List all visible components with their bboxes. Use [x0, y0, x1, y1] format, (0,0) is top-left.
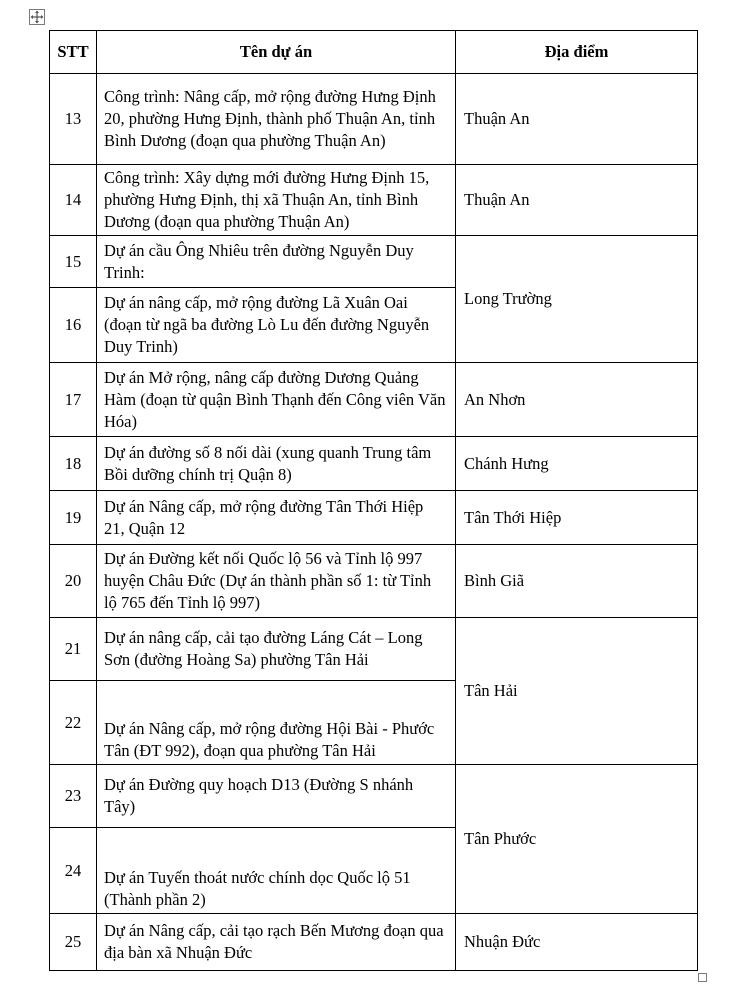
table-move-handle-icon[interactable]	[29, 9, 45, 25]
table-row	[50, 74, 698, 165]
row-stt: 14	[50, 165, 97, 236]
row-location: Thuận An	[456, 165, 698, 236]
row-stt: 25	[50, 914, 97, 971]
row-project-name: Dự án đường số 8 nối dài (xung quanh Trung tâm Bồi dưỡng chính trị Quận 8)	[97, 437, 456, 491]
row-location: Tân Thới Hiệp	[456, 491, 698, 545]
row-project-name: Dự án Đường quy hoạch D13 (Đường S nhánh Tây)	[97, 765, 456, 828]
table-row	[50, 437, 698, 491]
row-stt: 15	[50, 236, 97, 288]
row-location: Tân Phước	[456, 765, 698, 914]
row-stt: 17	[50, 363, 97, 437]
row-stt: 19	[50, 491, 97, 545]
table-row	[50, 914, 698, 971]
row-project-name: Công trình: Xây dựng mới đường Hưng Định 15, phường Hưng Định, thị xã Thuận An, tỉnh Bình Dương (đoạn qua phường Thuận An)	[97, 165, 456, 236]
row-project-name: Dự án cầu Ông Nhiêu trên đường Nguyễn Duy Trinh:	[97, 236, 456, 288]
row-project-name: Công trình: Nâng cấp, mở rộng đường Hưng Định 20, phường Hưng Định, thành phố Thuận An, tỉnh Bình Dương (đoạn qua phường Thuận An)	[97, 74, 456, 165]
row-project-name: Dự án nâng cấp, mở rộng đường Lã Xuân Oai (đoạn từ ngã ba đường Lò Lu đến đường Nguyễn Duy Trinh)	[97, 288, 456, 363]
table-row	[50, 618, 698, 681]
row-stt: 21	[50, 618, 97, 681]
table-row	[50, 363, 698, 437]
row-stt: 13	[50, 74, 97, 165]
header-project-name: Tên dự án	[97, 31, 456, 74]
row-stt: 24	[50, 828, 97, 914]
table-row	[50, 491, 698, 545]
table-row	[50, 545, 698, 618]
row-location: Long Trường	[456, 236, 698, 363]
table-resize-handle-icon[interactable]	[698, 973, 707, 982]
row-project-name: Dự án Đường kết nối Quốc lộ 56 và Tỉnh lộ 997 huyện Châu Đức (Dự án thành phần số 1: từ Tỉnh lộ 765 đến Tỉnh lộ 997)	[97, 545, 456, 618]
row-location: Bình Giã	[456, 545, 698, 618]
header-location: Địa điểm	[456, 31, 698, 74]
row-project-name: Dự án Tuyến thoát nước chính dọc Quốc lộ 51 (Thành phần 2)	[97, 828, 456, 914]
row-location: Tân Hải	[456, 618, 698, 765]
row-project-name: Dự án Nâng cấp, cải tạo rạch Bến Mương đoạn qua địa bàn xã Nhuận Đức	[97, 914, 456, 971]
row-stt: 23	[50, 765, 97, 828]
row-location: Thuận An	[456, 74, 698, 165]
table-row	[50, 765, 698, 828]
row-location: An Nhơn	[456, 363, 698, 437]
row-project-name: Dự án Nâng cấp, mở rộng đường Hội Bài - Phước Tân (ĐT 992), đoạn qua phường Tân Hải	[97, 681, 456, 765]
header-stt: STT	[50, 31, 97, 74]
row-location: Chánh Hưng	[456, 437, 698, 491]
projects-table	[49, 30, 698, 971]
row-location: Nhuận Đức	[456, 914, 698, 971]
table-row	[50, 165, 698, 236]
row-stt: 18	[50, 437, 97, 491]
row-project-name: Dự án nâng cấp, cải tạo đường Láng Cát – Long Sơn (đường Hoàng Sa) phường Tân Hải	[97, 618, 456, 681]
table-header-row	[50, 31, 698, 74]
row-stt: 16	[50, 288, 97, 363]
row-project-name: Dự án Mở rộng, nâng cấp đường Dương Quảng Hàm (đoạn từ quận Bình Thạnh đến Công viên Văn Hóa)	[97, 363, 456, 437]
row-project-name: Dự án Nâng cấp, mở rộng đường Tân Thới Hiệp 21, Quận 12	[97, 491, 456, 545]
row-stt: 22	[50, 681, 97, 765]
table-row	[50, 236, 698, 288]
row-stt: 20	[50, 545, 97, 618]
